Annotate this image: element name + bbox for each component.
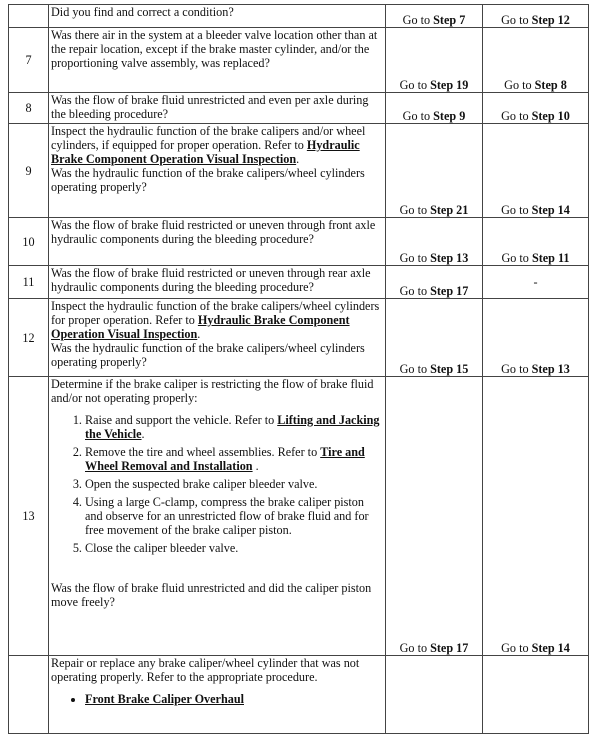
no-action: Go to Step 8 <box>483 28 589 93</box>
procedure-list <box>51 413 383 555</box>
question-text: Was the flow of brake fluid unrestricted and even per axle during the bleeding procedure? <box>49 93 386 124</box>
list-item: 3. Open the suspected brake caliper bleeder valve. <box>85 477 383 491</box>
no-action: Go to Step 14 <box>483 124 589 218</box>
list-item: 4. Using a large C-clamp, compress the brake caliper piston and observe for an unrestricted flow of brake fluid and for free movement of the brake caliper piston. <box>85 495 383 537</box>
no-step-link[interactable]: Step 8 <box>534 78 567 92</box>
no-action <box>483 656 589 734</box>
inspect-text: Inspect the hydraulic function of the brake calipers and/or wheel cylinders, if equipped for proper operation. Refer to <box>51 124 366 152</box>
hydraulic-inspection-link[interactable]: Hydraulic Brake Component Operation Visual Inspection <box>51 313 350 341</box>
no-action: Go to Step 12 <box>483 5 589 28</box>
table-row <box>9 299 589 377</box>
question-text: Was the flow of brake fluid restricted or uneven through front axle hydraulic components during the bleeding procedure? <box>49 218 386 266</box>
yes-step-link[interactable]: Step 17 <box>430 641 469 655</box>
no-action: - <box>483 266 589 299</box>
question-text: Was the hydraulic function of the brake calipers/wheel cylinders operating properly? <box>51 341 365 369</box>
intro-text: Repair or replace any brake caliper/wheel cylinder that was not operating properly. Refer to the appropriate procedure. <box>51 656 360 684</box>
no-action: Go to Step 10 <box>483 93 589 124</box>
no-step-link[interactable]: Step 13 <box>531 362 570 376</box>
no-action: Go to Step 11 <box>483 218 589 266</box>
step-number: 12 <box>9 299 49 377</box>
step-number: 7 <box>9 28 49 93</box>
front-brake-caliper-overhaul-link[interactable]: Front Brake Caliper Overhaul <box>85 692 244 706</box>
yes-action: Go to Step 17 <box>386 266 483 299</box>
no-step-link[interactable]: Step 14 <box>531 641 570 655</box>
diagnostic-table <box>8 4 589 734</box>
yes-action: Go to Step 7 <box>386 5 483 28</box>
intro-text: Determine if the brake caliper is restricting the flow of brake fluid and/or not operating properly: <box>51 377 374 405</box>
yes-action: Go to Step 13 <box>386 218 483 266</box>
inspect-text: Inspect the hydraulic function of the brake calipers/wheel cylinders for proper operation. Refer to <box>51 299 380 327</box>
yes-action <box>386 656 483 734</box>
no-step-link[interactable]: Step 14 <box>531 203 570 217</box>
yes-step-link[interactable]: Step 9 <box>433 109 466 123</box>
question-text: Was there air in the system at a bleeder valve location other than at the repair location, except if the brake master cylinder, and/or the proportioning valve assembly, was replaced? <box>49 28 386 93</box>
list-item <box>85 692 383 706</box>
yes-action: Go to Step 21 <box>386 124 483 218</box>
step-number: 9 <box>9 124 49 218</box>
no-step-link[interactable]: Step 11 <box>531 251 570 265</box>
step-number: 8 <box>9 93 49 124</box>
table-row <box>9 266 589 299</box>
list-item: 2. Remove the tire and wheel assemblies. Refer to Tire and Wheel Removal and Installation . <box>85 445 383 473</box>
question-text: Was the flow of brake fluid restricted or uneven through rear axle hydraulic components during the bleeding procedure? <box>49 266 386 299</box>
no-action: Go to Step 13 <box>483 299 589 377</box>
yes-step-link[interactable]: Step 19 <box>430 78 469 92</box>
no-step-link[interactable]: Step 10 <box>531 109 570 123</box>
yes-step-link[interactable]: Step 7 <box>433 13 466 27</box>
yes-action: Go to Step 19 <box>386 28 483 93</box>
question-text: Did you find and correct a condition? <box>49 5 386 28</box>
step-number: 10 <box>9 218 49 266</box>
procedure-list <box>51 692 383 706</box>
yes-step-link[interactable]: Step 17 <box>430 284 469 298</box>
step-number: 11 <box>9 266 49 299</box>
yes-action: Go to Step 17 <box>386 377 483 656</box>
table-row <box>9 218 589 266</box>
tire-wheel-removal-link[interactable]: Tire and Wheel Removal and Installation <box>85 445 365 473</box>
table-row <box>9 28 589 93</box>
step-number <box>9 5 49 28</box>
yes-action: Go to Step 9 <box>386 93 483 124</box>
no-step-link[interactable]: Step 12 <box>531 13 570 27</box>
yes-step-link[interactable]: Step 21 <box>430 203 469 217</box>
yes-action: Go to Step 15 <box>386 299 483 377</box>
list-item: 5. Close the caliper bleeder valve. <box>85 541 383 555</box>
no-action: Go to Step 14 <box>483 377 589 656</box>
yes-step-link[interactable]: Step 15 <box>430 362 469 376</box>
question-text: Was the flow of brake fluid unrestricted and did the caliper piston move freely? <box>51 581 372 609</box>
table-row <box>9 377 589 656</box>
question-text: Was the hydraulic function of the brake calipers/wheel cylinders operating properly? <box>51 166 365 194</box>
question-cell <box>49 656 386 734</box>
lifting-jacking-link[interactable]: Lifting and Jacking the Vehicle <box>85 413 380 441</box>
question-cell <box>49 377 386 656</box>
question-cell: Inspect the hydraulic function of the brake calipers and/or wheel cylinders, if equipped for proper operation. Refer to Hydraulic Brake Component Operation Visual Inspection. Was the hydraulic function of the brake calipers/wheel cylinders operating properly? <box>49 124 386 218</box>
list-item: 1. Raise and support the vehicle. Refer to Lifting and Jacking the Vehicle. <box>85 413 383 441</box>
table-row <box>9 93 589 124</box>
yes-step-link[interactable]: Step 13 <box>430 251 469 265</box>
step-number <box>9 656 49 734</box>
table-row <box>9 656 589 734</box>
question-cell: Inspect the hydraulic function of the brake calipers/wheel cylinders for proper operation. Refer to Hydraulic Brake Component Operation Visual Inspection. Was the hydraulic function of the brake calipers/wheel cylinders operating properly? <box>49 299 386 377</box>
table-row <box>9 124 589 218</box>
step-number: 13 <box>9 377 49 656</box>
table-row <box>9 5 589 28</box>
hydraulic-inspection-link[interactable]: Hydraulic Brake Component Operation Visual Inspection <box>51 138 360 166</box>
